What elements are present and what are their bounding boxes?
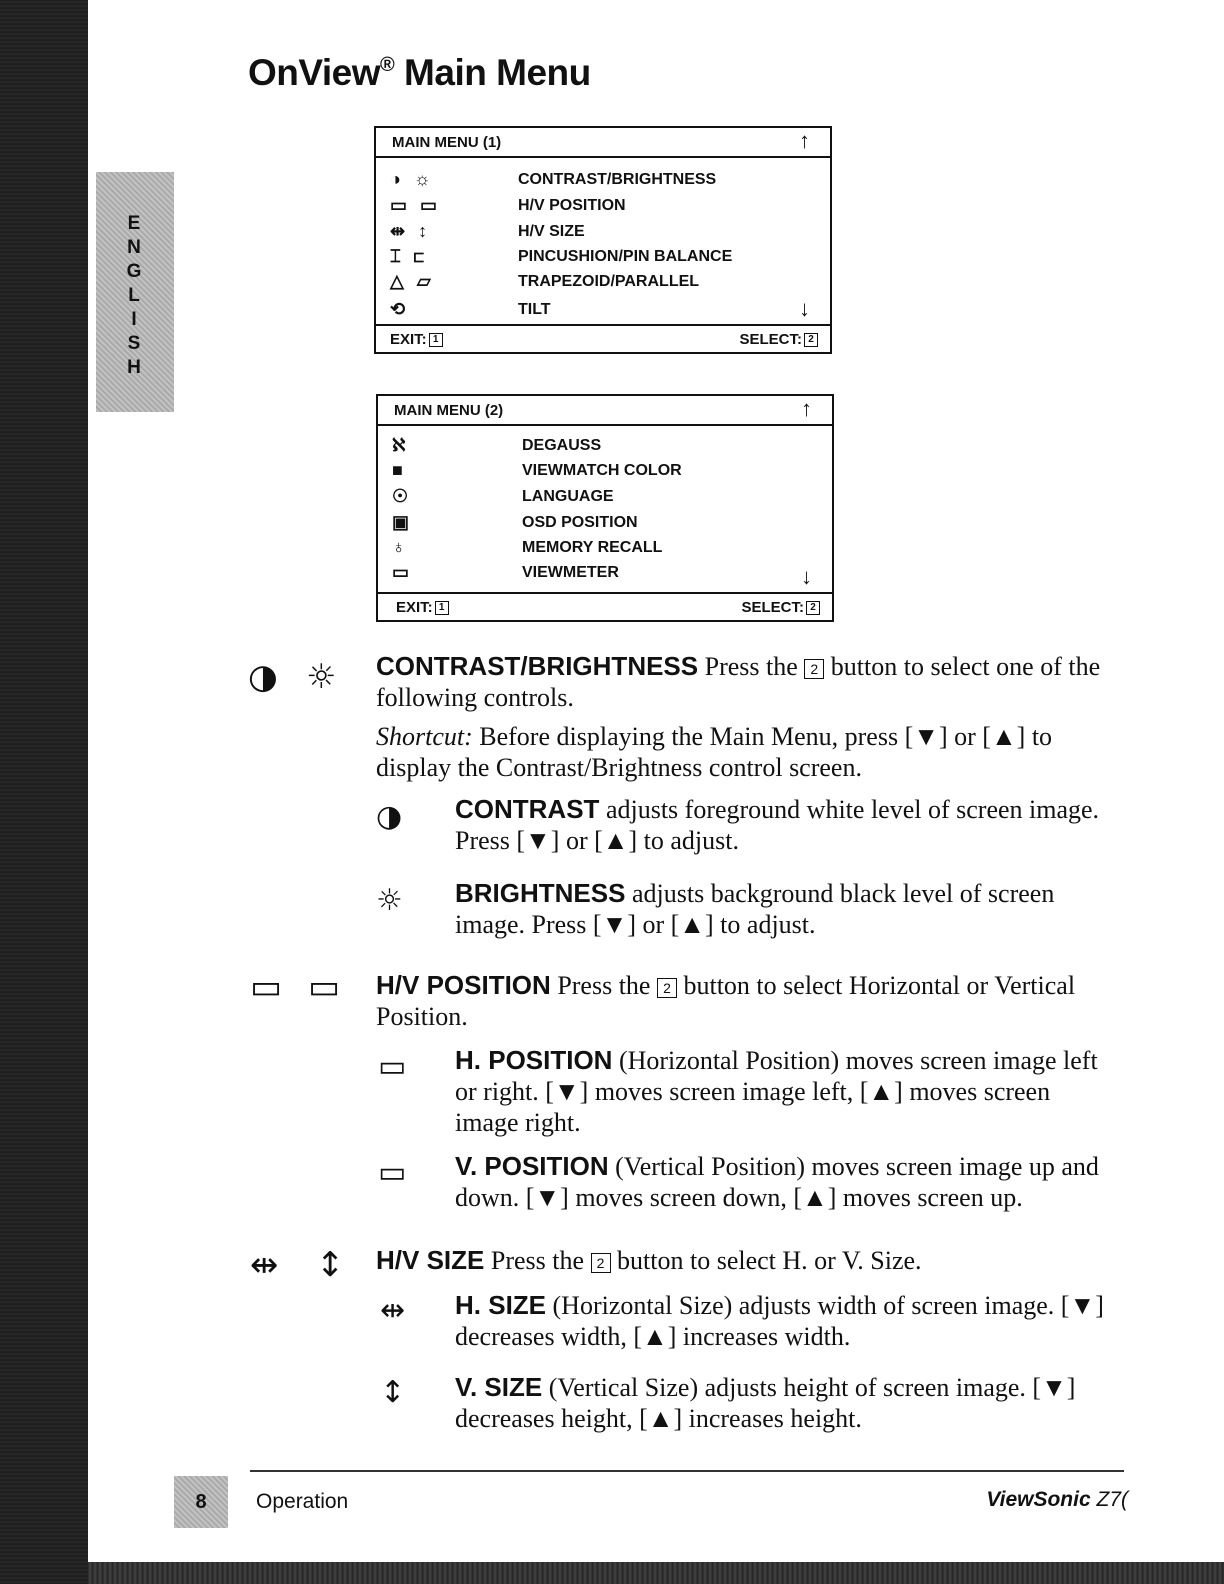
section-text: button to select H. or V. Size. [610,1246,922,1275]
menu-item-label: VIEWMETER [522,564,619,581]
menu-item[interactable] [378,511,832,537]
page-number: 8 [174,1476,228,1528]
menu-header-title: MAIN MENU (1) [392,134,502,151]
section-text: Press the [484,1246,591,1275]
subsection-text: adjusts background black level of screen image. Press [▼] or [▲] to adjust. [455,879,1055,939]
menu-item-label: OSD POSITION [522,514,638,531]
section-text: Press the [698,652,805,681]
section-text: button to select one of the following controls. [376,652,1101,712]
key-1-icon: 1 [435,601,449,615]
contrast-brightness-icon: ◑ ☼ [390,169,435,189]
v-size-icon: ↕ [316,1245,345,1285]
shortcut-label: Shortcut: [376,722,473,751]
down-arrow-icon: ↓ [801,564,812,589]
trapezoid-icon: △ ▱ [390,271,435,291]
subsection-heading: BRIGHTNESS [455,878,626,908]
subsection-heading: CONTRAST [455,794,600,824]
exit-label: EXIT: [396,599,433,616]
size-icon: ⇹ ↕ [390,221,432,241]
section-heading: H/V POSITION [376,970,551,1000]
viewmatch-color-icon: ■ [392,460,407,480]
footer-section-name: Operation [256,1490,349,1513]
key-2-icon: 2 [804,659,824,679]
exit-hint [396,599,449,616]
tilt-icon: ⟲ [390,299,410,319]
title-brand: OnView [248,52,381,93]
h-size-paragraph [455,1290,1125,1352]
menu-item-label: VIEWMATCH COLOR [522,462,682,479]
v-position-icon: ▭ [308,967,341,1007]
menu-body [378,426,832,592]
footer-brand-name: ViewSonic [986,1488,1091,1511]
menu-item[interactable] [376,168,830,194]
footer-brand [986,1488,1128,1512]
v-position-paragraph [455,1151,1125,1213]
tab-letter: E [127,213,141,234]
subsection-text: (Vertical Size) adjusts height of screen image. [▼] decreases height, [▲] increases height. [455,1373,1076,1433]
menu-item[interactable] [376,220,830,246]
menu-footer [378,592,832,620]
menu-item[interactable] [378,561,832,587]
language-icon: ☉ [392,486,413,506]
tab-letter: S [127,333,141,354]
menu-header [376,128,830,158]
menu-item-label: LANGUAGE [522,488,614,505]
h-position-paragraph [455,1045,1120,1138]
section-text: Press the [550,971,657,1000]
tab-letter: N [127,237,141,258]
menu-item-label: MEMORY RECALL [522,539,663,556]
subsection-text: (Horizontal Size) adjusts width of screen image. [▼] decreases width, [▲] increases width. [455,1291,1104,1351]
contrast-paragraph [455,794,1120,856]
subsection-text: (Vertical Position) moves screen image up and down. [▼] moves screen down, [▲] moves screen up. [455,1152,1099,1212]
section-heading: CONTRAST/BRIGHTNESS [376,651,699,681]
contrast-icon: ◑ [376,799,403,834]
menu-item[interactable] [376,298,830,324]
menu-item[interactable] [378,536,832,562]
viewmeter-icon: ▭ [392,562,414,582]
subsection-heading: V. POSITION [455,1151,609,1181]
title-rest: Main Menu [394,52,591,93]
down-arrow-icon: ↓ [799,296,810,321]
subsection-heading: H. SIZE [455,1290,547,1320]
h-position-icon: ▭ [250,967,283,1007]
section-text: button to select Horizontal or Vertical Position. [376,971,1076,1031]
menu-item-label: H/V SIZE [518,223,585,240]
select-label: SELECT: [741,599,804,616]
main-menu-2-panel [376,394,834,622]
contrast-icon: ◑ [248,657,278,697]
v-size-paragraph [455,1372,1105,1434]
hv-size-section [376,1245,1076,1276]
menu-body [376,158,830,324]
key-2-icon: 2 [591,1253,611,1273]
subsection-text: adjusts foreground white level of screen image. Press [▼] or [▲] to adjust. [455,795,1100,855]
menu-item[interactable] [378,485,832,511]
exit-label: EXIT: [390,331,427,348]
select-hint [741,599,820,616]
select-label: SELECT: [739,331,802,348]
menu-item[interactable] [376,194,830,220]
menu-header [378,396,832,426]
subsection-heading: H. POSITION [455,1045,613,1075]
exit-hint [390,331,443,348]
h-size-icon: ⇹ [380,1293,406,1328]
select-hint [739,331,818,348]
menu-item-label: H/V POSITION [518,197,626,214]
osd-position-icon: ▣ [392,512,414,532]
menu-item-label: PINCUSHION/PIN BALANCE [518,248,733,265]
subsection-text: (Horizontal Position) moves screen image left or right. [▼] moves screen image left, [▲] moves screen image right. [455,1046,1098,1137]
footer-model: Z7( [1090,1488,1128,1511]
key-2-icon: 2 [804,333,818,347]
language-tab [96,172,174,412]
brightness-icon: ☼ [306,657,337,697]
shortcut-paragraph [376,721,1116,783]
up-arrow-icon: ↑ [799,128,810,153]
memory-recall-icon: ♁ [392,537,410,557]
key-2-icon: 2 [657,978,677,998]
menu-item[interactable] [378,434,832,460]
position-icon: ▭ ▭ [390,195,442,215]
shortcut-text: Before displaying the Main Menu, press [▼] or [▲] to display the Contrast/Brightness control screen. [376,722,1053,782]
degauss-icon: ℵ [392,435,410,455]
section-heading: H/V SIZE [376,1245,485,1275]
pincushion-icon: ⌶ ⊏ [390,246,428,266]
contrast-brightness-section [376,651,1126,713]
scan-edge-bottom [88,1562,1224,1584]
menu-header-title: MAIN MENU (2) [394,402,504,419]
h-size-icon: ⇹ [250,1245,279,1285]
footer-divider [250,1470,1124,1472]
menu-item[interactable] [376,245,830,271]
tab-letter: H [127,357,141,378]
v-position-icon: ▭ [378,1155,407,1190]
up-arrow-icon: ↑ [801,396,812,421]
menu-footer [376,324,830,352]
scan-edge-left [0,0,88,1584]
tab-letter: G [126,261,142,282]
tab-letter: I [131,309,137,330]
menu-item[interactable] [378,459,832,485]
language-tab-letters [122,212,146,380]
menu-item-label: TILT [518,301,551,318]
main-menu-1-panel [374,126,832,354]
brightness-icon: ☼ [376,883,403,918]
menu-item[interactable] [376,270,830,296]
menu-item-label: DEGAUSS [522,437,602,454]
title-registered-mark: ® [380,54,395,76]
brightness-paragraph [455,878,1125,940]
subsection-heading: V. SIZE [455,1372,543,1402]
tab-letter: L [128,285,140,306]
v-size-icon: ↕ [380,1375,406,1410]
menu-item-label: CONTRAST/BRIGHTNESS [518,171,717,188]
hv-position-section [376,970,1076,1032]
key-2-icon: 2 [806,601,820,615]
key-1-icon: 1 [429,333,443,347]
h-position-icon: ▭ [378,1049,407,1084]
menu-item-label: TRAPEZOID/PARALLEL [518,273,700,290]
page-title [248,52,591,94]
